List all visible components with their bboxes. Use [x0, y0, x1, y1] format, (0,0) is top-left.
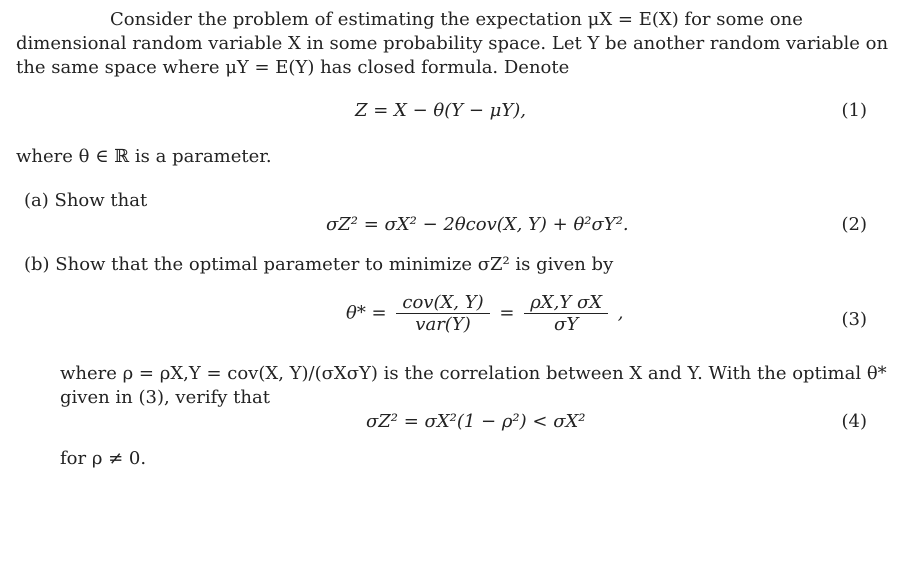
intro-line-3: the same space where μY = E(Y) has closed formula. Denote [16, 57, 570, 78]
fraction-1-denominator: var(Y) [415, 314, 471, 335]
equation-3-equals: = [499, 302, 515, 324]
intro-line-2: dimensional random variable X in some probability space. Let Y be another random variable on [16, 33, 889, 54]
part-a-label: (a) Show that [24, 190, 148, 211]
equation-2: σZ² = σX² − 2θcov(X, Y) + θ²σY². [326, 214, 629, 235]
equation-2-number: (2) [841, 214, 867, 235]
equation-3-fraction-1 [396, 292, 489, 335]
fraction-2-numerator: ρX,Y σX [524, 292, 608, 314]
fraction-1-numerator: cov(X, Y) [396, 292, 489, 314]
equation-3-lhs: θ* = [346, 302, 387, 324]
fraction-2-denominator: σY [554, 314, 579, 335]
intro-line-1: Consider the problem of estimating the expectation μX = E(X) for some one [110, 9, 803, 30]
equation-4: σZ² = σX²(1 − ρ²) < σX² [366, 411, 586, 432]
for-rho-text: for ρ ≠ 0. [60, 448, 147, 469]
equation-3-fraction-2 [524, 292, 608, 335]
where-theta-text: where θ ∈ ℝ is a parameter. [16, 146, 272, 167]
where-rho-line-2: given in (3), verify that [60, 387, 270, 408]
equation-1: Z = X − θ(Y − μY), [355, 100, 526, 121]
equation-3-tail: , [617, 302, 624, 324]
where-rho-line-1: where ρ = ρX,Y = cov(X, Y)/(σXσY) is the correlation between X and Y. With the optimal θ* [60, 363, 887, 384]
equation-1-number: (1) [841, 100, 867, 121]
equation-3 [346, 292, 624, 335]
part-b-label: (b) Show that the optimal parameter to minimize σZ² is given by [24, 254, 614, 275]
equation-4-number: (4) [841, 411, 867, 432]
equation-3-number: (3) [841, 309, 867, 330]
